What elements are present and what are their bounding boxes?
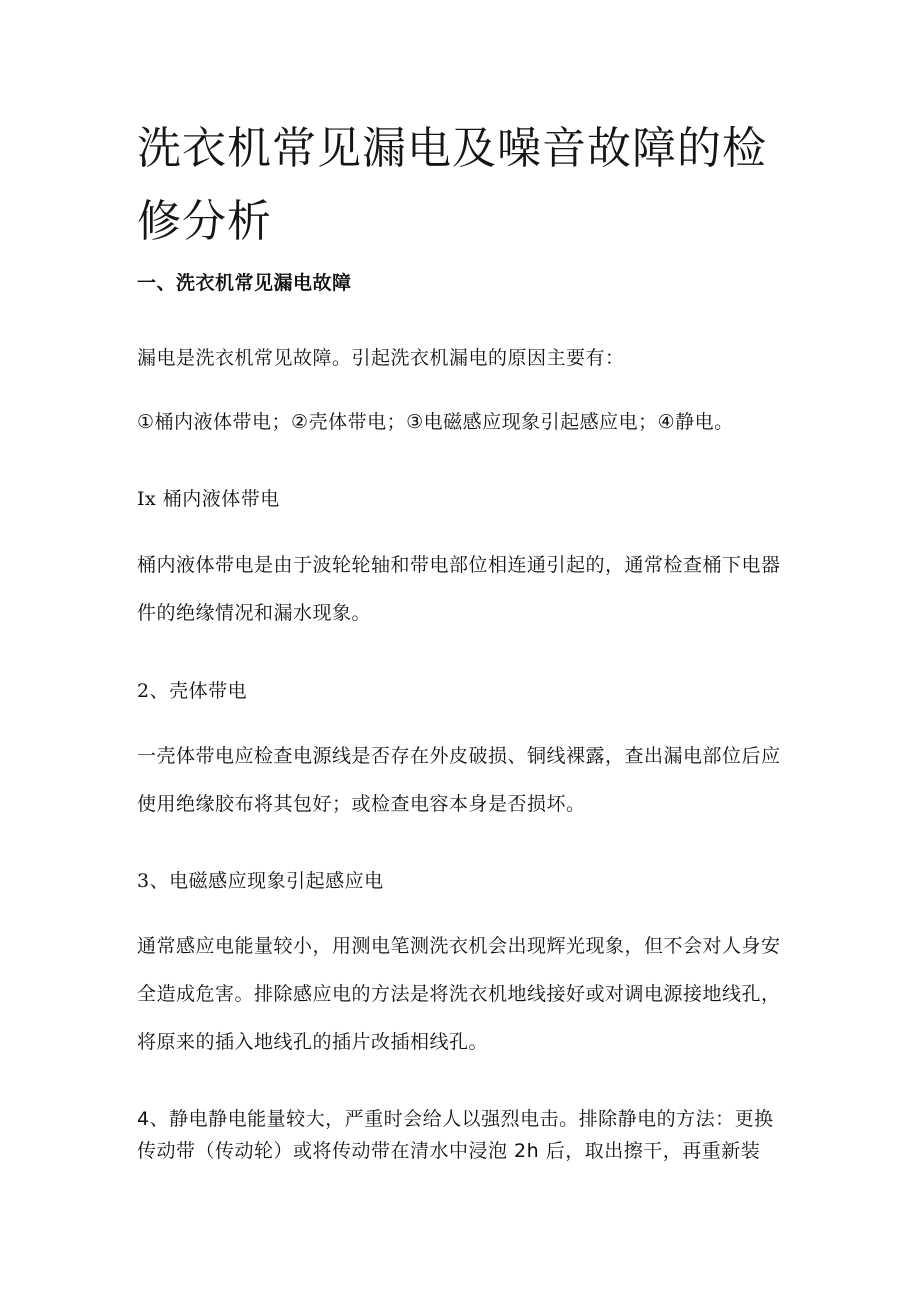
causes-list: ①桶内液体带电；②壳体带电；③电磁感应现象引起感应电；④静电。	[137, 411, 734, 433]
subheading-label: 桶内液体带电	[162, 488, 280, 510]
subheading-number: Ix	[137, 488, 157, 510]
document-title: 洗衣机常见漏电及噪音故障的检修分析	[137, 123, 767, 247]
subheading-shell-charged	[137, 676, 247, 706]
paragraph-shell-charged: 一壳体带电应检查电源线是否存在外皮破损、铜线裸露，查出漏电部位后应使用绝缘胶布将其包好；或检查电容本身是否损坏。	[137, 745, 781, 815]
subheading-label: 、电磁感应现象引起感应电	[149, 870, 384, 892]
subheading-number: 3	[137, 870, 150, 892]
paragraph-static: 4、静电静电能量较大，严重时会给人以强烈电击。排除静电的方法：更换传动带（传动轮）或将传动带在清水中浸泡 2h 后，取出擦干，再重新装	[137, 1108, 774, 1162]
intro-paragraph: 漏电是洗衣机常见故障。引起洗衣机漏电的原因主要有：	[137, 347, 625, 369]
subheading-liquid-charged	[137, 484, 280, 514]
paragraph-induction: 通常感应电能量较小，用测电笔测洗衣机会出现辉光现象，但不会对人身安全造成危害。排除感应电的方法是将洗衣机地线接好或对调电源接地线孔，将原来的插入地线孔的插片改插相线孔。	[137, 935, 781, 1053]
subheading-number: 2	[137, 680, 150, 702]
paragraph-liquid-charged: 桶内液体带电是由于波轮轮轴和带电部位相连通引起的，通常检查桶下电器件的绝缘情况和漏水现象。	[137, 554, 781, 624]
section-heading-leakage: 一、洗衣机常见漏电故障	[137, 272, 352, 294]
subheading-label: 、壳体带电	[149, 680, 248, 702]
subheading-induction	[137, 866, 384, 896]
